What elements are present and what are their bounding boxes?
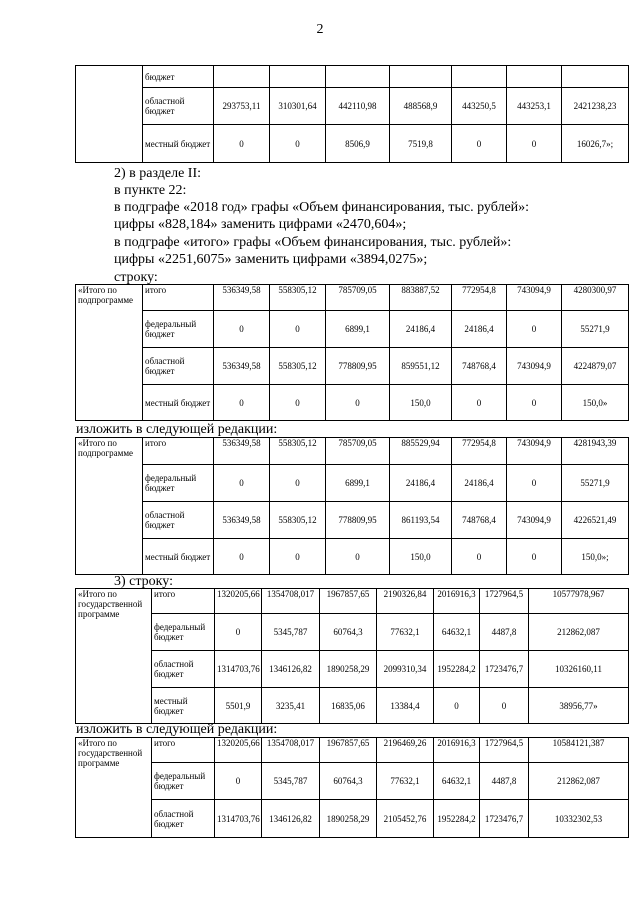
table-cell: 64632,1: [434, 763, 480, 800]
table-cell: 2016916,3: [434, 589, 480, 614]
table-cell: 0: [507, 465, 562, 502]
table-cell: [214, 66, 270, 88]
row-label: областной бюджет: [152, 800, 215, 838]
table-cell: 1967857,65: [320, 589, 377, 614]
table-cell: 24186,4: [390, 311, 452, 348]
table-cell: 4281943,39: [562, 438, 629, 465]
table-cell: 150,0: [390, 385, 452, 421]
table-cell: 1952284,2: [434, 800, 480, 838]
table-cell: 0: [214, 465, 270, 502]
table-cell: 38956,77»: [529, 688, 629, 724]
row-group-label: «Итого по подпрограмме: [76, 438, 143, 575]
row-label: итого: [152, 589, 215, 614]
table-cell: 16835,06: [320, 688, 377, 724]
table-cell: 60764,3: [320, 763, 377, 800]
table-cell: 77632,1: [377, 763, 434, 800]
table-cell: 558305,12: [270, 502, 326, 539]
table-cell: 0: [434, 688, 480, 724]
table-cell: 748768,4: [452, 502, 507, 539]
table-cell: 772954,8: [452, 285, 507, 311]
table-cell: 558305,12: [270, 348, 326, 385]
table-cell: 24186,4: [390, 465, 452, 502]
row-label: областной бюджет: [152, 651, 215, 688]
table-cell: 0: [270, 125, 326, 163]
table-cell: 778809,95: [326, 348, 390, 385]
table-cell: 0: [270, 539, 326, 575]
table-cell: 2099310,34: [377, 651, 434, 688]
table-cell: [507, 66, 562, 88]
table-cell: 293753,11: [214, 88, 270, 125]
table-cell: 443250,5: [452, 88, 507, 125]
row-label: местный бюджет: [143, 385, 214, 421]
table-cell: 0: [507, 539, 562, 575]
table-cell: 743094,9: [507, 285, 562, 311]
table-cell: 0: [452, 125, 507, 163]
table-cell: 0: [215, 763, 262, 800]
paragraph: строку:: [114, 270, 158, 285]
table-cell: 0: [214, 539, 270, 575]
table-cell: 1346126,82: [262, 651, 320, 688]
table-cell: 778809,95: [326, 502, 390, 539]
table-cell: 1890258,29: [320, 651, 377, 688]
table-cell: 64632,1: [434, 614, 480, 651]
table-cell: 24186,4: [452, 311, 507, 348]
table-cell: 24186,4: [452, 465, 507, 502]
table-cell: 0: [214, 385, 270, 421]
paragraph: цифры «828,184» заменить цифрами «2470,604»;: [114, 217, 407, 232]
table-cell: [390, 66, 452, 88]
table-cell: 443253,1: [507, 88, 562, 125]
table-cell: 7519,8: [390, 125, 452, 163]
page-number: 2: [316, 22, 324, 37]
table-cell: 55271,9: [562, 311, 629, 348]
table-cell: 536349,58: [214, 502, 270, 539]
table-cell: [270, 66, 326, 88]
table-cell: 536349,58: [214, 285, 270, 311]
table-cell: 1346126,82: [262, 800, 320, 838]
table-cell: 6899,1: [326, 311, 390, 348]
table-cell: 536349,58: [214, 348, 270, 385]
table-cell: 150,0: [390, 539, 452, 575]
table-cell: 1354708,017: [262, 589, 320, 614]
table-cell: 4226521,49: [562, 502, 629, 539]
paragraph: изложить в следующей редакции:: [76, 422, 278, 437]
table-cell: 743094,9: [507, 348, 562, 385]
table-cell: 0: [507, 311, 562, 348]
table-cell: 5345,787: [262, 763, 320, 800]
table-cell: 0: [214, 125, 270, 163]
table-cell: 558305,12: [270, 438, 326, 465]
paragraph: изложить в следующей редакции:: [76, 722, 278, 737]
table-cell: 5345,787: [262, 614, 320, 651]
row-label: местный бюджет: [143, 125, 214, 163]
table-cell: [562, 66, 629, 88]
table-cell: 0: [270, 465, 326, 502]
table-cell: 536349,58: [214, 438, 270, 465]
table-cell: 488568,9: [390, 88, 452, 125]
table-cell: 212862,087: [529, 763, 629, 800]
table-cell: 1952284,2: [434, 651, 480, 688]
table-cell: 772954,8: [452, 438, 507, 465]
table-cell: 2190326,84: [377, 589, 434, 614]
table-cell: 2421238,23: [562, 88, 629, 125]
table-cell: 4224879,07: [562, 348, 629, 385]
paragraph: 3) строку:: [114, 574, 173, 589]
table-cell: 4280300,97: [562, 285, 629, 311]
table-cell: 785709,05: [326, 438, 390, 465]
table-cell: 1727964,5: [480, 589, 529, 614]
table-cell: 0: [326, 385, 390, 421]
table-cell: 10326160,11: [529, 651, 629, 688]
table-cell: 743094,9: [507, 502, 562, 539]
subprogram-total-table-old: [75, 284, 629, 421]
paragraph: в пункте 22:: [114, 183, 187, 198]
table-cell: 442110,98: [326, 88, 390, 125]
table-cell: 0: [215, 614, 262, 651]
table-cell: 1727964,5: [480, 738, 529, 763]
table-cell: 4487,8: [480, 614, 529, 651]
table-cell: 5501,9: [215, 688, 262, 724]
table-cell: 310301,64: [270, 88, 326, 125]
table-cell: 150,0»: [562, 385, 629, 421]
subprogram-total-table-new: [75, 437, 629, 575]
table-cell: 77632,1: [377, 614, 434, 651]
state-program-total-table-new: [75, 737, 629, 838]
paragraph: 2) в разделе II:: [114, 166, 202, 181]
table-cell: 0: [452, 385, 507, 421]
row-label: федеральный бюджет: [143, 311, 214, 348]
table-cell: 0: [507, 125, 562, 163]
table-cell: 1320205,66: [215, 589, 262, 614]
row-label: областной бюджет: [143, 348, 214, 385]
paragraph: цифры «2251,6075» заменить цифрами «3894,0275»;: [114, 252, 428, 267]
table-cell: [326, 66, 390, 88]
budget-table-continuation: [75, 65, 629, 163]
row-label: областной бюджет: [143, 502, 214, 539]
row-label: федеральный бюджет: [152, 614, 215, 651]
table-cell: 60764,3: [320, 614, 377, 651]
table-cell: 0: [326, 539, 390, 575]
table-cell: 8506,9: [326, 125, 390, 163]
row-label: областной бюджет: [143, 88, 214, 125]
table-cell: 10577978,967: [529, 589, 629, 614]
table-cell: 55271,9: [562, 465, 629, 502]
row-label: итого: [143, 285, 214, 311]
row-label: итого: [152, 738, 215, 763]
table-cell: 16026,7»;: [562, 125, 629, 163]
table-cell: 10332302,53: [529, 800, 629, 838]
row-label: итого: [143, 438, 214, 465]
table-cell: 0: [270, 311, 326, 348]
row-label: местный бюджет: [152, 688, 215, 724]
table-cell: 10584121,387: [529, 738, 629, 763]
table-cell: 3235,41: [262, 688, 320, 724]
row-group-label: «Итого по государственной программе: [76, 589, 152, 724]
table-cell: 2105452,76: [377, 800, 434, 838]
table-cell: 150,0»;: [562, 539, 629, 575]
table-cell: 1320205,66: [215, 738, 262, 763]
table-cell: 4487,8: [480, 763, 529, 800]
table-cell: 883887,52: [390, 285, 452, 311]
table-cell: 2016916,3: [434, 738, 480, 763]
row-group-label: «Итого по государственной программе: [76, 738, 152, 838]
table-cell: 13384,4: [377, 688, 434, 724]
table-cell: 0: [214, 311, 270, 348]
table-cell: 2196469,26: [377, 738, 434, 763]
table-cell: 743094,9: [507, 438, 562, 465]
table-cell: 785709,05: [326, 285, 390, 311]
table-cell: 0: [480, 688, 529, 724]
table-cell: 1723476,7: [480, 651, 529, 688]
table-cell: 1890258,29: [320, 800, 377, 838]
paragraph: в подграфе «2018 год» графы «Объем финансирования, тыс. рублей»:: [114, 200, 530, 215]
state-program-total-table-old: [75, 588, 629, 724]
table-cell: 859551,12: [390, 348, 452, 385]
table-cell: [452, 66, 507, 88]
table-cell: 0: [452, 539, 507, 575]
table-cell: 861193,54: [390, 502, 452, 539]
table-cell: 1354708,017: [262, 738, 320, 763]
table-cell: 558305,12: [270, 285, 326, 311]
row-label: федеральный бюджет: [152, 763, 215, 800]
row-label: бюджет: [143, 66, 214, 88]
row-label: федеральный бюджет: [143, 465, 214, 502]
table-cell: 0: [270, 385, 326, 421]
table-cell: 212862,087: [529, 614, 629, 651]
table-cell: 1967857,65: [320, 738, 377, 763]
table-cell: 885529,94: [390, 438, 452, 465]
table-cell: 0: [507, 385, 562, 421]
table-cell: 1314703,76: [215, 800, 262, 838]
row-group-label: «Итого по подпрограмме: [76, 285, 143, 421]
paragraph: в подграфе «итого» графы «Объем финансирования, тыс. рублей»:: [114, 235, 512, 250]
table-cell: 6899,1: [326, 465, 390, 502]
row-label: местный бюджет: [143, 539, 214, 575]
table-cell: 1723476,7: [480, 800, 529, 838]
table-cell: [76, 66, 143, 163]
table-cell: 748768,4: [452, 348, 507, 385]
table-cell: 1314703,76: [215, 651, 262, 688]
